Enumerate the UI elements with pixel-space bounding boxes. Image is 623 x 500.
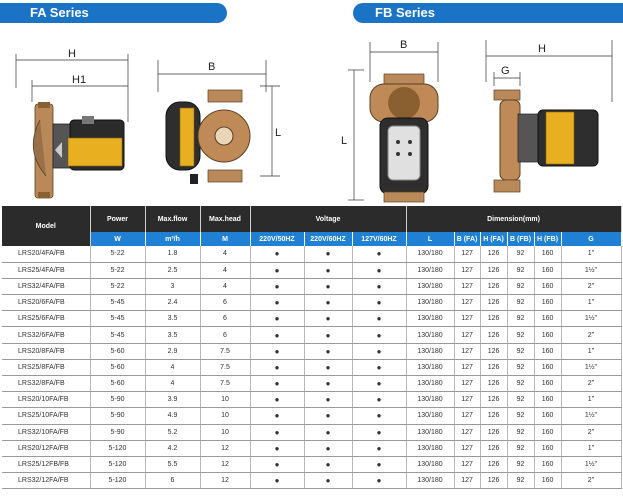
voltage-220v-50hz-cell: ● (250, 392, 304, 408)
voltage-220v-60hz-cell: ● (304, 376, 352, 392)
voltage-220v-50hz-cell: ● (250, 311, 304, 327)
table-row (2, 424, 621, 440)
fb-dim-h: H (538, 43, 546, 55)
power-cell: 5-120 (90, 473, 145, 489)
dim-h-fa-cell: 126 (480, 311, 507, 327)
power-cell: 5-45 (90, 327, 145, 343)
fb-dim-g: G (501, 65, 510, 77)
fa-side-view-drawing (10, 42, 140, 202)
dim-h-fa-cell: 126 (480, 376, 507, 392)
dim-h-fb-cell: 160 (534, 295, 561, 311)
dim-l-cell: 130/180 (406, 408, 454, 424)
header-dimension: Dimension(mm) (406, 206, 621, 232)
model-cell: LRS20/10FA/FB (2, 392, 90, 408)
unit-power: W (90, 232, 145, 246)
max-head-cell: 6 (200, 295, 250, 311)
dim-l-cell: 130/180 (406, 456, 454, 472)
unit-h-fb: H (FB) (534, 232, 561, 246)
voltage-127v-60hz-cell: ● (352, 295, 406, 311)
max-head-cell: 6 (200, 327, 250, 343)
voltage-220v-60hz-cell: ● (304, 262, 352, 278)
table-row (2, 456, 621, 472)
dim-h-fa-cell: 126 (480, 278, 507, 294)
max-flow-cell: 4.2 (145, 440, 200, 456)
dim-l-cell: 130/180 (406, 278, 454, 294)
voltage-220v-50hz-cell: ● (250, 327, 304, 343)
voltage-127v-60hz-cell: ● (352, 311, 406, 327)
fb-dim-l: L (341, 135, 348, 147)
table-row (2, 473, 621, 489)
dim-h-fb-cell: 160 (534, 376, 561, 392)
dim-h-fa-cell: 126 (480, 295, 507, 311)
dim-l-cell: 130/180 (406, 440, 454, 456)
dim-b-fa-cell: 127 (454, 343, 480, 359)
dim-b-fb-cell: 92 (507, 456, 534, 472)
fa-front-view-drawing (150, 52, 295, 212)
dim-g-cell: 2'' (561, 327, 621, 343)
dim-g-cell: 1½'' (561, 408, 621, 424)
table-row (2, 311, 621, 327)
dim-h-fb-cell: 160 (534, 440, 561, 456)
dim-g-cell: 1½'' (561, 359, 621, 375)
power-cell: 5-90 (90, 408, 145, 424)
voltage-220v-50hz-cell: ● (250, 278, 304, 294)
dim-b-fa-cell: 127 (454, 359, 480, 375)
dim-b-fb-cell: 92 (507, 424, 534, 440)
voltage-220v-60hz-cell: ● (304, 343, 352, 359)
voltage-220v-60hz-cell: ● (304, 246, 352, 262)
header-model: Model (2, 206, 90, 246)
dim-h-fb-cell: 160 (534, 246, 561, 262)
unit-b-fa: B (FA) (454, 232, 480, 246)
voltage-127v-60hz-cell: ● (352, 440, 406, 456)
dim-b-fb-cell: 92 (507, 440, 534, 456)
voltage-127v-60hz-cell: ● (352, 392, 406, 408)
max-flow-cell: 4 (145, 376, 200, 392)
spec-table-body (2, 246, 621, 489)
model-cell: LRS25/8FA/FB (2, 359, 90, 375)
model-cell: LRS25/12FB/FB (2, 456, 90, 472)
dim-h-fb-cell: 160 (534, 327, 561, 343)
model-cell: LRS20/4FA/FB (2, 246, 90, 262)
voltage-220v-50hz-cell: ● (250, 440, 304, 456)
voltage-220v-50hz-cell: ● (250, 376, 304, 392)
table-row (2, 359, 621, 375)
dim-l-cell: 130/180 (406, 392, 454, 408)
dim-g-cell: 2'' (561, 376, 621, 392)
voltage-220v-60hz-cell: ● (304, 473, 352, 489)
model-cell: LRS32/8FA/FB (2, 376, 90, 392)
dim-h-fb-cell: 160 (534, 473, 561, 489)
dim-b-fa-cell: 127 (454, 295, 480, 311)
dim-h-fb-cell: 160 (534, 408, 561, 424)
voltage-220v-60hz-cell: ● (304, 359, 352, 375)
dim-h-fa-cell: 126 (480, 392, 507, 408)
dim-l-cell: 130/180 (406, 376, 454, 392)
max-head-cell: 10 (200, 424, 250, 440)
model-cell: LRS32/6FA/FB (2, 327, 90, 343)
max-head-cell: 12 (200, 440, 250, 456)
dim-g-cell: 2'' (561, 278, 621, 294)
max-head-cell: 7.5 (200, 359, 250, 375)
table-row (2, 262, 621, 278)
power-cell: 5-45 (90, 311, 145, 327)
dim-l-cell: 130/180 (406, 343, 454, 359)
dim-h-fa-cell: 126 (480, 456, 507, 472)
max-flow-cell: 2.5 (145, 262, 200, 278)
power-cell: 5-60 (90, 343, 145, 359)
fa-dim-l: L (275, 127, 282, 139)
fa-series-tab (0, 3, 227, 23)
voltage-220v-50hz-cell: ● (250, 295, 304, 311)
voltage-220v-60hz-cell: ● (304, 295, 352, 311)
header-voltage: Voltage (250, 206, 406, 232)
power-cell: 5-22 (90, 262, 145, 278)
dim-h-fa-cell: 126 (480, 343, 507, 359)
unit-220v-50hz: 220V/50HZ (250, 232, 304, 246)
power-cell: 5-45 (90, 295, 145, 311)
voltage-127v-60hz-cell: ● (352, 408, 406, 424)
max-head-cell: 10 (200, 408, 250, 424)
dim-b-fa-cell: 127 (454, 327, 480, 343)
max-head-cell: 4 (200, 262, 250, 278)
dim-l-cell: 130/180 (406, 359, 454, 375)
dim-b-fa-cell: 127 (454, 408, 480, 424)
dim-b-fb-cell: 92 (507, 262, 534, 278)
table-row (2, 440, 621, 456)
voltage-220v-60hz-cell: ● (304, 278, 352, 294)
voltage-220v-60hz-cell: ● (304, 408, 352, 424)
dim-h-fb-cell: 160 (534, 456, 561, 472)
power-cell: 5-60 (90, 376, 145, 392)
power-cell: 5-120 (90, 456, 145, 472)
dim-g-cell: 1½'' (561, 262, 621, 278)
fa-dim-h: H (68, 48, 76, 60)
max-flow-cell: 6 (145, 473, 200, 489)
voltage-220v-50hz-cell: ● (250, 246, 304, 262)
dim-h-fb-cell: 160 (534, 343, 561, 359)
dim-g-cell: 1'' (561, 440, 621, 456)
dim-h-fb-cell: 160 (534, 359, 561, 375)
dim-g-cell: 2'' (561, 473, 621, 489)
dim-h-fb-cell: 160 (534, 278, 561, 294)
dim-l-cell: 130/180 (406, 327, 454, 343)
max-flow-cell: 3.5 (145, 311, 200, 327)
dim-b-fb-cell: 92 (507, 295, 534, 311)
dim-g-cell: 1½'' (561, 311, 621, 327)
voltage-220v-50hz-cell: ● (250, 408, 304, 424)
dim-b-fa-cell: 127 (454, 473, 480, 489)
dim-b-fb-cell: 92 (507, 408, 534, 424)
voltage-127v-60hz-cell: ● (352, 424, 406, 440)
dim-h-fa-cell: 126 (480, 473, 507, 489)
dim-b-fa-cell: 127 (454, 278, 480, 294)
dim-h-fa-cell: 126 (480, 327, 507, 343)
max-head-cell: 12 (200, 456, 250, 472)
unit-h-fa: H (FA) (480, 232, 507, 246)
max-flow-cell: 5.2 (145, 424, 200, 440)
table-row (2, 376, 621, 392)
model-cell: LRS25/4FA/FB (2, 262, 90, 278)
power-cell: 5-22 (90, 246, 145, 262)
dim-b-fb-cell: 92 (507, 376, 534, 392)
technical-drawings (0, 22, 623, 206)
header-power: Power (90, 206, 145, 232)
header-row (2, 206, 621, 232)
table-row (2, 408, 621, 424)
voltage-127v-60hz-cell: ● (352, 262, 406, 278)
table-row (2, 246, 621, 262)
voltage-127v-60hz-cell: ● (352, 327, 406, 343)
voltage-220v-60hz-cell: ● (304, 456, 352, 472)
dim-h-fa-cell: 126 (480, 440, 507, 456)
fa-dim-b: B (208, 61, 216, 73)
max-flow-cell: 4.9 (145, 408, 200, 424)
voltage-127v-60hz-cell: ● (352, 246, 406, 262)
voltage-127v-60hz-cell: ● (352, 343, 406, 359)
table-row (2, 392, 621, 408)
dim-l-cell: 130/180 (406, 473, 454, 489)
voltage-220v-60hz-cell: ● (304, 327, 352, 343)
voltage-220v-50hz-cell: ● (250, 359, 304, 375)
max-flow-cell: 3.5 (145, 327, 200, 343)
fb-series-label: FB Series (375, 5, 435, 20)
max-flow-cell: 1.8 (145, 246, 200, 262)
fb-front-view-drawing (340, 32, 480, 207)
spec-table (2, 206, 622, 489)
fb-side-view-drawing (480, 22, 623, 207)
dim-l-cell: 130/180 (406, 311, 454, 327)
max-head-cell: 4 (200, 246, 250, 262)
power-cell: 5-22 (90, 278, 145, 294)
max-head-cell: 4 (200, 278, 250, 294)
fb-dim-b: B (400, 39, 408, 51)
dim-b-fb-cell: 92 (507, 359, 534, 375)
voltage-220v-60hz-cell: ● (304, 424, 352, 440)
voltage-220v-50hz-cell: ● (250, 473, 304, 489)
max-head-cell: 10 (200, 392, 250, 408)
fa-dim-h1: H1 (72, 74, 87, 86)
power-cell: 5-90 (90, 424, 145, 440)
voltage-220v-50hz-cell: ● (250, 424, 304, 440)
dim-b-fa-cell: 127 (454, 456, 480, 472)
dim-g-cell: 1'' (561, 392, 621, 408)
fa-series-label: FA Series (30, 5, 89, 20)
voltage-127v-60hz-cell: ● (352, 456, 406, 472)
dim-h-fa-cell: 126 (480, 359, 507, 375)
dim-g-cell: 1'' (561, 246, 621, 262)
max-head-cell: 6 (200, 311, 250, 327)
dim-h-fa-cell: 126 (480, 424, 507, 440)
dim-b-fa-cell: 127 (454, 392, 480, 408)
unit-g: G (561, 232, 621, 246)
dim-l-cell: 130/180 (406, 424, 454, 440)
fb-series-tab (353, 3, 623, 23)
table-row (2, 343, 621, 359)
unit-row (2, 232, 621, 246)
dim-h-fb-cell: 160 (534, 392, 561, 408)
voltage-220v-50hz-cell: ● (250, 343, 304, 359)
dim-g-cell: 2'' (561, 424, 621, 440)
voltage-127v-60hz-cell: ● (352, 278, 406, 294)
model-cell: LRS32/4FA/FB (2, 278, 90, 294)
dim-b-fa-cell: 127 (454, 424, 480, 440)
model-cell: LRS20/6FA/FB (2, 295, 90, 311)
power-cell: 5-60 (90, 359, 145, 375)
model-cell: LRS25/10FA/FB (2, 408, 90, 424)
dim-b-fb-cell: 92 (507, 473, 534, 489)
dim-b-fb-cell: 92 (507, 311, 534, 327)
unit-max-head: M (200, 232, 250, 246)
unit-b-fb: B (FB) (507, 232, 534, 246)
voltage-220v-60hz-cell: ● (304, 392, 352, 408)
dim-b-fa-cell: 127 (454, 262, 480, 278)
voltage-127v-60hz-cell: ● (352, 376, 406, 392)
dim-h-fa-cell: 126 (480, 408, 507, 424)
dim-b-fa-cell: 127 (454, 311, 480, 327)
max-head-cell: 12 (200, 473, 250, 489)
dim-h-fa-cell: 126 (480, 246, 507, 262)
voltage-127v-60hz-cell: ● (352, 359, 406, 375)
dim-g-cell: 1'' (561, 295, 621, 311)
max-flow-cell: 5.5 (145, 456, 200, 472)
model-cell: LRS32/10FA/FB (2, 424, 90, 440)
max-head-cell: 7.5 (200, 376, 250, 392)
dim-b-fa-cell: 127 (454, 440, 480, 456)
max-flow-cell: 2.4 (145, 295, 200, 311)
power-cell: 5-90 (90, 392, 145, 408)
unit-220v-60hz: 220V/60HZ (304, 232, 352, 246)
voltage-127v-60hz-cell: ● (352, 473, 406, 489)
dim-b-fb-cell: 92 (507, 246, 534, 262)
dim-h-fb-cell: 160 (534, 424, 561, 440)
model-cell: LRS32/12FA/FB (2, 473, 90, 489)
unit-l: L (406, 232, 454, 246)
dim-h-fb-cell: 160 (534, 311, 561, 327)
voltage-220v-50hz-cell: ● (250, 262, 304, 278)
dim-g-cell: 1½'' (561, 456, 621, 472)
power-cell: 5-120 (90, 440, 145, 456)
voltage-220v-50hz-cell: ● (250, 456, 304, 472)
dim-l-cell: 130/180 (406, 295, 454, 311)
model-cell: LRS20/12FA/FB (2, 440, 90, 456)
table-row (2, 295, 621, 311)
max-head-cell: 7.5 (200, 343, 250, 359)
header-max-flow: Max.flow (145, 206, 200, 232)
model-cell: LRS25/6FA/FB (2, 311, 90, 327)
dim-b-fa-cell: 127 (454, 376, 480, 392)
header-max-head: Max.head (200, 206, 250, 232)
dim-b-fa-cell: 127 (454, 246, 480, 262)
max-flow-cell: 3 (145, 278, 200, 294)
dim-h-fa-cell: 126 (480, 262, 507, 278)
table-row (2, 278, 621, 294)
table-row (2, 327, 621, 343)
dim-b-fb-cell: 92 (507, 327, 534, 343)
unit-max-flow: m³/h (145, 232, 200, 246)
model-cell: LRS20/8FA/FB (2, 343, 90, 359)
unit-127v-60hz: 127V/60HZ (352, 232, 406, 246)
max-flow-cell: 4 (145, 359, 200, 375)
voltage-220v-60hz-cell: ● (304, 440, 352, 456)
max-flow-cell: 3.9 (145, 392, 200, 408)
max-flow-cell: 2.9 (145, 343, 200, 359)
dim-b-fb-cell: 92 (507, 392, 534, 408)
voltage-220v-60hz-cell: ● (304, 311, 352, 327)
dim-l-cell: 130/180 (406, 262, 454, 278)
dim-h-fb-cell: 160 (534, 262, 561, 278)
dim-b-fb-cell: 92 (507, 278, 534, 294)
dim-l-cell: 130/180 (406, 246, 454, 262)
dim-g-cell: 1'' (561, 343, 621, 359)
dim-b-fb-cell: 92 (507, 343, 534, 359)
